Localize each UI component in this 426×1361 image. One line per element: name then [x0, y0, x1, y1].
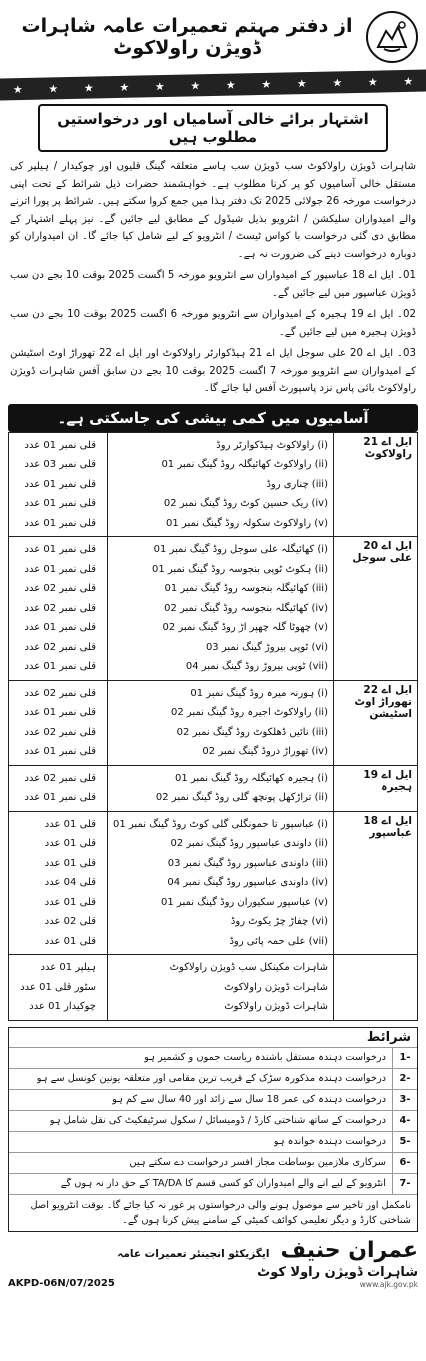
posts-section-title: آسامیوں میں کمی بیشی کی جاسکتی ہے۔: [8, 404, 418, 432]
star-icon: ★: [48, 81, 59, 95]
officer-office: شاہرات ڈویژن راولا کوٹ: [257, 1264, 418, 1280]
conditions-box: [8, 1027, 418, 1232]
road-item: (iii) کھائیگلہ بنجوسہ روڈ گینگ نمبر 01: [164, 583, 328, 594]
post-count: قلی نمبر 01 عدد: [24, 544, 96, 555]
schedule-item: 02۔ ایل اے 19 ہجیرہ کے امیدواران سے انٹرویو مورخہ 6 اگست 2025 بوقت 10 بجے دن سب ڈویژن ہجیرہ میں لیے جائیں گے۔: [10, 309, 416, 338]
road-item: (ii) ہکوٹ ٹوپی بنجوسہ روڈ گینگ نمبر 01: [151, 563, 328, 575]
post-count: قلی نمبر 01 عدد: [24, 661, 96, 672]
road-item: (v) چھوٹا گلہ چھپر اڑ روڈ گینگ نمبر 02: [162, 622, 328, 633]
post-count: قلی نمبر 01 عدد: [24, 439, 96, 451]
header-title: از دفتر مہتم تعمیرات عامہ شاہرات ڈویژن راولاکوٹ: [21, 15, 353, 59]
star-icon: ★: [83, 80, 94, 95]
road-item: (iii) نائیں ڈھلکوٹ روڈ گینگ نمبر 02: [176, 726, 328, 738]
post-count: سٹور قلی 01 عدد: [20, 981, 96, 993]
condition-item: [9, 1131, 417, 1152]
condition-number: -5: [392, 1132, 417, 1152]
road-item: (i) راولاکوٹ ہیڈکوارٹر روڈ: [216, 439, 328, 451]
post-count: قلی نمبر 01 عدد: [24, 622, 96, 633]
road-item: (i) ہجیرہ کھائیگلہ روڈ گینگ نمبر 01: [174, 772, 328, 784]
website-watermark: www.ajk.gov.pk: [359, 1279, 418, 1289]
condition-text: درخواست کے ساتھ شناختی کارڈ / ڈومیسائل / سکول سرٹیفکیٹ کی نقل شامل ہو: [49, 1115, 386, 1126]
post-count: قلی 01 عدد: [44, 896, 96, 908]
schedule-item: 03۔ ایل اے 20 علی سوجل ایل اے 21 ہیڈکوارٹر راولاکوٹ اور ایل اے 22 تھوراڑ اوٹ اسٹیشن کے امیدواران سے انٹرویو مورخہ 7 اگست 2025 بوقت 10 بجے دن سابق آفس شاہرات ڈویژن راولاکوٹ بائی پاس نزد پاسپورٹ آفس لیا جائے گا۔: [10, 348, 416, 394]
road-item: (ii) راولاکوٹ اجیرہ روڈ گینگ نمبر 02: [171, 707, 328, 718]
condition-item: [9, 1047, 417, 1068]
conditions-note: نامکمل اور تاخیر سے موصول ہونے والی درخواستوں پر غور نہ کیا جائے گا۔ بوقت انٹرویو اصل شناختی کارڈ و دیگر تعلیمی کوائف کمیٹی کے سامنے پیش کرنا ہوں گے۔: [9, 1194, 417, 1231]
condition-text: سرکاری ملازمین بوساطت مجاز افسر درخواست دے سکتے ہیں: [129, 1157, 386, 1168]
posts-row: [9, 432, 418, 537]
post-count: قلی 01 عدد: [44, 935, 96, 947]
post-count: قلی نمبر 01 عدد: [24, 498, 96, 509]
road-item: (vi) چفاڑ چڑ یکوٹ روڈ: [230, 916, 328, 927]
office-cell: [333, 955, 417, 1021]
office-cell: ایل اے 21 راولاکوٹ: [333, 432, 417, 537]
star-icon: ★: [225, 78, 236, 92]
star-icon: ★: [261, 77, 272, 91]
post-count: قلی 01 عدد: [44, 838, 96, 849]
signature-block: [117, 1238, 418, 1289]
road-item: (i) ہورنہ میرہ روڈ گینگ نمبر 01: [190, 687, 328, 699]
posts-row: [9, 537, 418, 681]
posts-row: [9, 680, 418, 765]
star-icon: ★: [154, 79, 165, 93]
office-cell: ایل اے 18 عباسپور: [333, 811, 417, 955]
road-item: شاہرات ڈویژن راولاکوٹ: [224, 981, 328, 993]
post-count: قلی نمبر 01 عدد: [24, 563, 96, 575]
posts-row: [9, 955, 418, 1021]
condition-number: -4: [392, 1111, 417, 1131]
roads-cell: [108, 432, 334, 537]
post-count: چوکیدار 01 عدد: [29, 1001, 96, 1012]
counts-cell: [9, 955, 108, 1021]
advertisement-title: اشتہار برائے خالی آسامیاں اور درخواستیں مطلوب ہیں: [38, 104, 388, 152]
condition-text: درخواست دہندہ مذکورہ سڑک کے قریب ترین مقامی اور متعلقہ یونین کونسل سے ہو: [36, 1073, 386, 1084]
star-icon: ★: [296, 76, 307, 90]
counts-cell: [9, 811, 108, 955]
post-count: قلی 02 عدد: [44, 916, 96, 927]
footer: [8, 1238, 418, 1289]
posts-row: [9, 765, 418, 811]
condition-number: -2: [392, 1069, 417, 1089]
condition-item: [9, 1110, 417, 1131]
post-count: قلی نمبر 03 عدد: [24, 459, 96, 470]
post-count: قلی نمبر 01 عدد: [24, 517, 96, 529]
road-item: (vi) ٹوپی بیروڑ گینگ نمبر 03: [205, 641, 328, 653]
condition-number: -6: [392, 1153, 417, 1173]
post-count: قلی نمبر 02 عدد: [24, 602, 96, 614]
star-icon: ★: [332, 75, 343, 90]
roads-cell: [108, 680, 334, 765]
post-count: قلی 01 عدد: [44, 818, 96, 830]
post-count: قلی نمبر 01 عدد: [24, 707, 96, 718]
office-cell: ایل اے 19 ہجیرہ: [333, 765, 417, 811]
post-count: قلی 04 عدد: [44, 877, 96, 888]
post-count: قلی نمبر 02 عدد: [24, 641, 96, 653]
road-item: (v) عباسپور سکیوران روڈ گینگ نمبر 01: [161, 896, 328, 908]
condition-number: -3: [392, 1090, 417, 1110]
star-icon: ★: [119, 80, 130, 94]
roads-cell: [108, 955, 334, 1021]
post-count: قلی نمبر 01 عدد: [24, 478, 96, 490]
road-item: شاہرات مکینکل سب ڈویژن راولاکوٹ: [169, 962, 328, 973]
condition-number: -1: [392, 1048, 417, 1068]
post-count: ہیلپر 01 عدد: [40, 962, 96, 973]
road-item: (iv) تھوراڑ دروڈ گینگ نمبر 02: [202, 746, 328, 757]
condition-item: [9, 1089, 417, 1110]
star-icon: ★: [190, 78, 201, 92]
condition-number: -7: [392, 1174, 417, 1194]
government-logo-icon: [366, 11, 418, 63]
counts-cell: [9, 765, 108, 811]
post-count: قلی نمبر 02 عدد: [24, 583, 96, 594]
counts-cell: [9, 537, 108, 681]
condition-item: [9, 1152, 417, 1173]
post-count: قلی 01 عدد: [44, 857, 96, 869]
roads-cell: [108, 811, 334, 955]
schedule-item: 01۔ ایل اے 18 عباسپور کے امیدواران سے انٹرویو مورخہ 5 اگست 2025 بوقت 10 بجے دن سب ڈویژن عباسپور میں لیے جائیں گے۔: [10, 270, 417, 299]
road-item: (iii) چناری روڈ: [266, 478, 328, 490]
decorative-star-band: [0, 70, 426, 101]
post-count: قلی نمبر 02 عدد: [24, 772, 96, 784]
post-count: قلی نمبر 01 عدد: [24, 746, 96, 757]
road-item: (i) عباسپور تا حمونگلی گلی کوٹ روڈ گینگ نمبر 01: [113, 818, 328, 830]
road-item: (ii) داوندی عباسپور روڈ گینگ نمبر 02: [170, 838, 328, 849]
road-item: شاہرات ڈویژن راولاکوٹ: [224, 1001, 328, 1012]
road-item: (vii) علی حمہ پائی روڈ: [229, 935, 328, 947]
office-cell: ایل اے 20 علی سوجل: [333, 537, 417, 681]
intro-paragraph: شاہرات ڈویژن راولاکوٹ سب ڈویژن سب ہاسے متعلقہ گینگ قلیوں اور چوکیدار / ہیلپر کی مستقل خالی آسامیوں کو پر کرنا مطلوب ہے۔ خواہشمند حضرات ذیل شرائط کے تحت اپنی درخواست مورخہ 26 جولائی 2025 تک دفتر ہذا میں جمع کروا سکتے ہیں۔ شرائط پر پورا اترنے والے امیدواران سلیکشن / انٹرویو بذیل شیڈول کے مطابق لیے جائیں گے۔ نیز پہلے اشتہار کے مطابق دی گئی درخواست با کواس ٹیسٹ / انٹرویو کے لیے شامل کیا جائے گا۔ ان امیدواران کو دوبارہ درخواست دینے کی ضرورت نہ ہے۔: [10, 161, 416, 260]
road-item: (ii) تراڑکھل پونچھ گلی روڈ گینگ نمبر 02: [155, 792, 328, 803]
star-icon: ★: [403, 74, 414, 88]
road-item: (i) کھائیگلہ علی سوجل روڈ گینگ نمبر 01: [153, 544, 328, 555]
posts-row: [9, 811, 418, 955]
office-cell: ایل اے 22 تھوراڑ اوٹ اسٹیشن: [333, 680, 417, 765]
roads-cell: [108, 537, 334, 681]
conditions-title: شرائط: [366, 1029, 411, 1045]
road-item: (vii) ٹوپی بیروڑ روڈ گینگ نمبر 04: [185, 661, 328, 672]
road-item: (iv) داوندی عباسپور روڈ گینگ نمبر 04: [167, 877, 328, 888]
post-count: قلی نمبر 02 عدد: [24, 726, 96, 738]
road-item: (v) راولاکوٹ سکولہ روڈ گینگ نمبر 01: [166, 517, 328, 529]
star-icon: ★: [12, 82, 23, 96]
post-count: قلی نمبر 01 عدد: [24, 792, 96, 803]
reference-number: AKPD-06N/07/2025: [8, 1277, 115, 1289]
star-icon: ★: [367, 75, 378, 89]
post-count: قلی نمبر 02 عدد: [24, 687, 96, 699]
road-item: (iv) کھائیگلہ بنجوسہ روڈ گینگ نمبر 02: [164, 602, 328, 614]
condition-item: [9, 1173, 417, 1194]
road-item: (ii) راولاکوٹ کھائیگلہ روڈ گینگ نمبر 01: [161, 459, 328, 470]
condition-text: درخواست دہندہ مستقل باشندہ ریاست جموں و کشمیر ہو: [144, 1052, 386, 1063]
roads-cell: [108, 765, 334, 811]
condition-text: درخواست دہندہ خواندہ ہو: [273, 1136, 386, 1147]
officer-name: عمران حنیف: [280, 1237, 418, 1263]
condition-text: درخواست دہندہ کی عمر 18 سال سے زائد اور 40 سال سے کم ہو: [112, 1094, 386, 1105]
counts-cell: [9, 432, 108, 537]
posts-table: [8, 432, 418, 1021]
condition-item: [9, 1068, 417, 1089]
road-item: (iv) ریک حسین کوٹ روڈ گینگ نمبر 02: [163, 498, 328, 509]
road-item: (iii) داوندی عباسپور روڈ گینگ نمبر 03: [167, 857, 328, 869]
header: [8, 6, 418, 68]
counts-cell: [9, 680, 108, 765]
condition-text: انٹرویو کے لیے آنے والے امیدواران کو کسی قسم کا TA/DA کے حق دار نہ ہوں گے: [60, 1178, 386, 1189]
officer-designation: ایگزیکٹو انجینئر تعمیرات عامہ: [117, 1247, 270, 1260]
